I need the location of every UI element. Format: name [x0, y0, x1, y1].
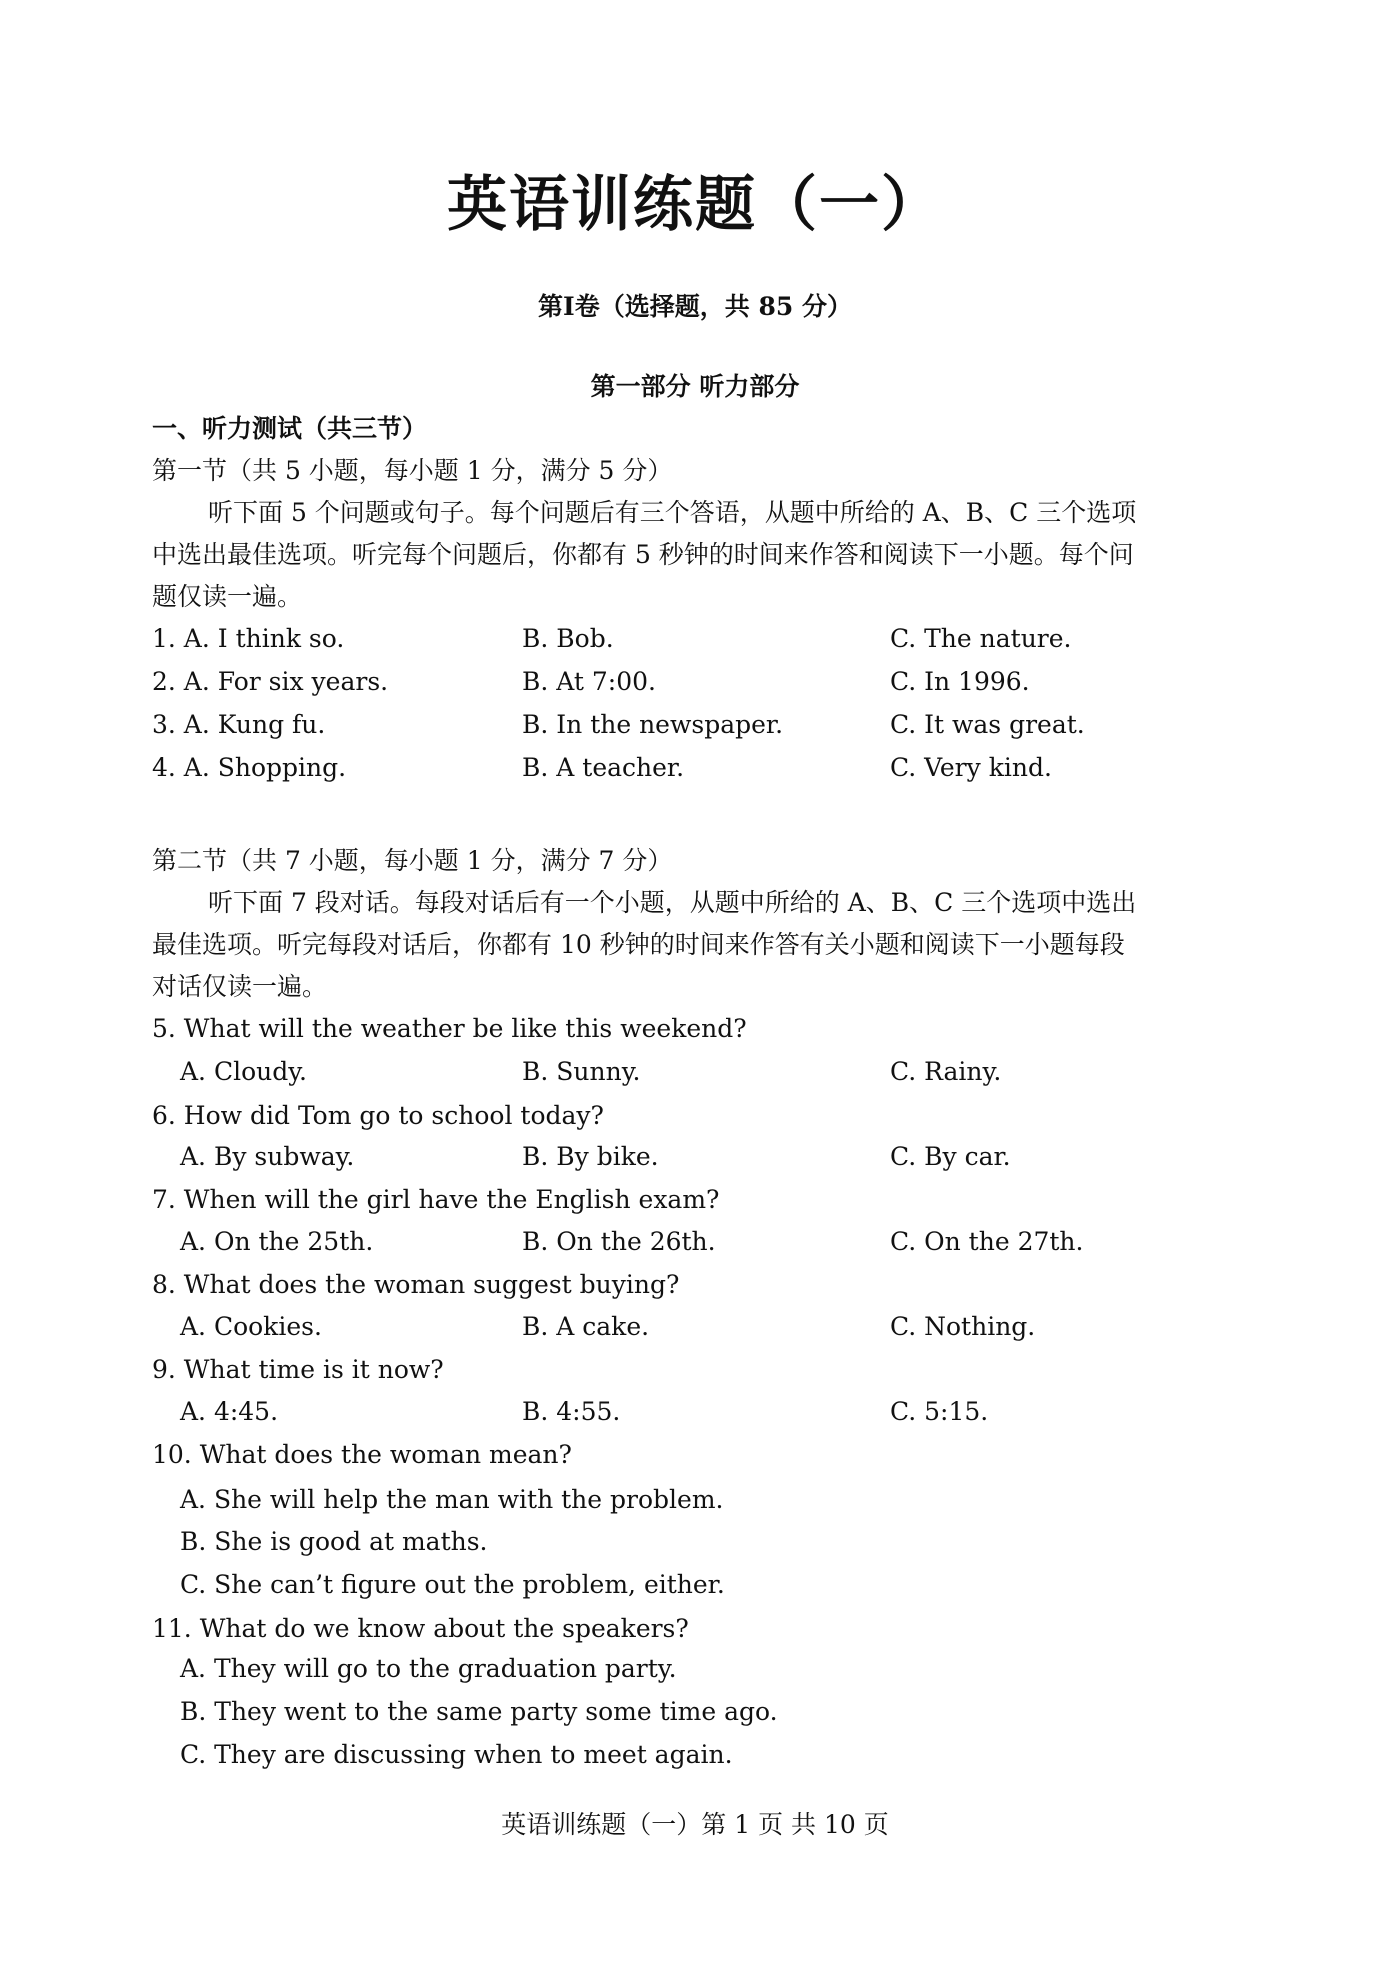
- section1-label: 第一节（共 5 小题，每小题 1 分，满分 5 分）: [152, 456, 673, 485]
- option-a: 2. A. For six years.: [152, 667, 389, 696]
- question-text: 9. What time is it now?: [152, 1355, 444, 1384]
- instruction-line: 听下面 7 段对话。每段对话后有一个小题，从题中所给的 A、B、C 三个选项中选出: [208, 888, 1137, 917]
- page-title: 英语训练题（一）: [447, 170, 943, 240]
- option-b: B. Sunny.: [522, 1057, 641, 1086]
- section2-instructions: [152, 882, 1242, 1008]
- option-c: C. They are discussing when to meet again.: [180, 1740, 733, 1769]
- question-options-8: [152, 1307, 1252, 1347]
- question-text: 6. How did Tom go to school today?: [152, 1101, 604, 1130]
- option-b: B. At 7:00.: [522, 667, 656, 696]
- option-a: A. On the 25th.: [180, 1227, 374, 1256]
- question-row-3: [152, 705, 1252, 745]
- option-a: A. They will go to the graduation party.: [180, 1654, 677, 1683]
- option-c: C. Very kind.: [890, 753, 1052, 782]
- option-c: C. In 1996.: [890, 667, 1030, 696]
- option-b: B. Bob.: [522, 624, 614, 653]
- part-heading: 第一部分 听力部分: [590, 372, 800, 401]
- instruction-line: 题仅读一遍。: [152, 582, 303, 611]
- question-option-line: [152, 1649, 1252, 1689]
- question-stem-6: [152, 1096, 1252, 1136]
- option-b: B. On the 26th.: [522, 1227, 716, 1256]
- option-c: C. Rainy.: [890, 1057, 1002, 1086]
- instruction-line: 最佳选项。听完每段对话后，你都有 10 秒钟的时间来作答有关小题和阅读下一小题每段: [152, 930, 1125, 959]
- option-a: A. Cookies.: [180, 1312, 322, 1341]
- question-stem-8: [152, 1265, 1252, 1305]
- option-a: 4. A. Shopping.: [152, 753, 347, 782]
- question-stem-9: [152, 1350, 1252, 1390]
- option-b: B. By bike.: [522, 1142, 659, 1171]
- instruction-line: 对话仅读一遍。: [152, 972, 328, 1001]
- section-heading: 一、听力测试（共三节）: [152, 414, 428, 443]
- question-option-line: [152, 1480, 1252, 1520]
- page-footer: 英语训练题（一）第 1 页 共 10 页: [501, 1810, 889, 1839]
- option-b: B. In the newspaper.: [522, 710, 784, 739]
- question-stem-10: [152, 1435, 1252, 1475]
- question-option-line: [152, 1692, 1252, 1732]
- option-c: C. By car.: [890, 1142, 1011, 1171]
- question-stem-5: [152, 1009, 1252, 1049]
- question-text: 10. What does the woman mean?: [152, 1440, 572, 1469]
- option-a: A. She will help the man with the problem.: [180, 1485, 724, 1514]
- volume-heading: 第Ⅰ卷（选择题，共 85 分）: [538, 292, 852, 321]
- option-b: B. They went to the same party some time ago.: [180, 1697, 778, 1726]
- section2-label: 第二节（共 7 小题，每小题 1 分，满分 7 分）: [152, 846, 673, 875]
- option-b: B. 4:55.: [522, 1397, 621, 1426]
- question-text: 11. What do we know about the speakers?: [152, 1614, 689, 1643]
- question-option-line: [152, 1522, 1252, 1562]
- option-a: A. Cloudy.: [180, 1057, 307, 1086]
- option-c: C. 5:15.: [890, 1397, 989, 1426]
- option-a: A. By subway.: [180, 1142, 355, 1171]
- question-option-line: [152, 1565, 1252, 1605]
- option-c: C. Nothing.: [890, 1312, 1036, 1341]
- question-options-9: [152, 1392, 1252, 1432]
- question-row-1: [152, 619, 1252, 659]
- question-text: 8. What does the woman suggest buying?: [152, 1270, 680, 1299]
- question-stem-11: [152, 1609, 1252, 1649]
- option-c: C. On the 27th.: [890, 1227, 1084, 1256]
- option-c: C. She can’t figure out the problem, either.: [180, 1570, 725, 1599]
- option-a: A. 4:45.: [180, 1397, 279, 1426]
- option-b: B. A teacher.: [522, 753, 685, 782]
- question-option-line: [152, 1735, 1252, 1775]
- question-options-6: [152, 1137, 1252, 1177]
- option-a: 3. A. Kung fu.: [152, 710, 326, 739]
- question-row-2: [152, 662, 1252, 702]
- question-stem-7: [152, 1180, 1252, 1220]
- section1-instructions: [152, 492, 1242, 618]
- option-c: C. It was great.: [890, 710, 1085, 739]
- instruction-line: 听下面 5 个问题或句子。每个问题后有三个答语，从题中所给的 A、B、C 三个选项: [208, 498, 1137, 527]
- question-text: 5. What will the weather be like this weekend?: [152, 1014, 747, 1043]
- option-b: B. A cake.: [522, 1312, 650, 1341]
- instruction-line: 中选出最佳选项。听完每个问题后，你都有 5 秒钟的时间来作答和阅读下一小题。每个问: [152, 540, 1134, 569]
- question-row-4: [152, 748, 1252, 788]
- question-text: 7. When will the girl have the English exam?: [152, 1185, 720, 1214]
- option-c: C. The nature.: [890, 624, 1072, 653]
- question-options-7: [152, 1222, 1252, 1262]
- option-b: B. She is good at maths.: [180, 1527, 488, 1556]
- option-a: 1. A. I think so.: [152, 624, 345, 653]
- question-options-5: [152, 1052, 1252, 1092]
